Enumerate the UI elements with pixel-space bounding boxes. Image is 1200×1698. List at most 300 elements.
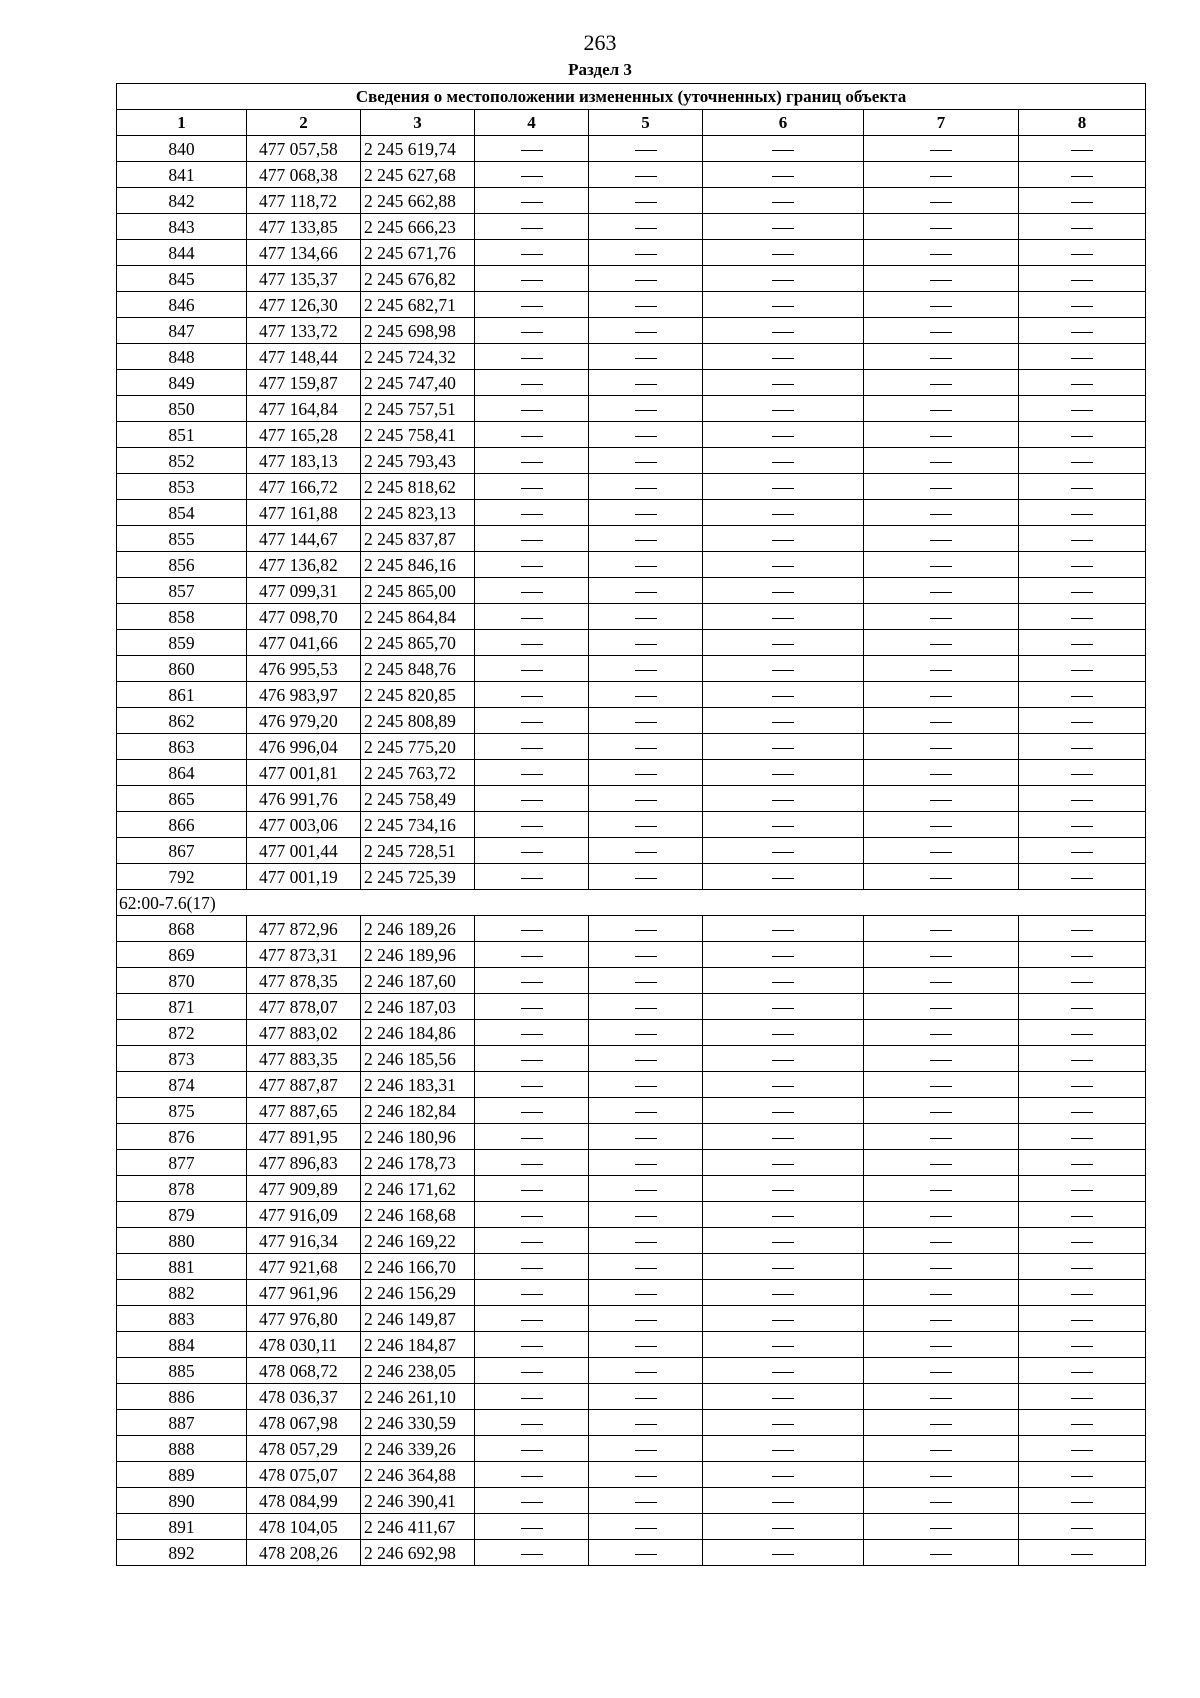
table-row bbox=[117, 500, 1146, 526]
empty-value-cell bbox=[589, 1462, 703, 1488]
dash-mark bbox=[1071, 280, 1093, 281]
dash-mark bbox=[930, 1164, 952, 1165]
dash-mark bbox=[521, 1242, 543, 1243]
y-coordinate-cell: 2 246 189,26 bbox=[361, 916, 475, 942]
y-coordinate-cell: 2 245 682,71 bbox=[361, 292, 475, 318]
table-row bbox=[117, 968, 1146, 994]
empty-value-cell bbox=[703, 1072, 864, 1098]
table-row bbox=[117, 136, 1146, 162]
y-coordinate-cell: 2 245 758,49 bbox=[361, 786, 475, 812]
dash-mark bbox=[1071, 1268, 1093, 1269]
y-coordinate-cell: 2 245 676,82 bbox=[361, 266, 475, 292]
dash-mark bbox=[521, 800, 543, 801]
x-coordinate-cell: 477 144,67 bbox=[247, 526, 361, 552]
dash-mark bbox=[772, 254, 794, 255]
empty-value-cell bbox=[475, 1410, 589, 1436]
empty-value-cell bbox=[1019, 1410, 1146, 1436]
x-coordinate-cell: 477 883,35 bbox=[247, 1046, 361, 1072]
x-coordinate-cell: 476 983,97 bbox=[247, 682, 361, 708]
empty-value-cell bbox=[475, 1358, 589, 1384]
dash-mark bbox=[1071, 618, 1093, 619]
dash-mark bbox=[521, 1112, 543, 1113]
empty-value-cell bbox=[1019, 812, 1146, 838]
empty-value-cell bbox=[864, 994, 1019, 1020]
dash-mark bbox=[521, 1372, 543, 1373]
empty-value-cell bbox=[703, 1306, 864, 1332]
empty-value-cell bbox=[703, 1098, 864, 1124]
empty-value-cell bbox=[475, 1514, 589, 1540]
dash-mark bbox=[521, 280, 543, 281]
dash-mark bbox=[930, 1086, 952, 1087]
dash-mark bbox=[930, 254, 952, 255]
dash-mark bbox=[1071, 1294, 1093, 1295]
dash-mark bbox=[521, 930, 543, 931]
dash-mark bbox=[635, 436, 657, 437]
empty-value-cell bbox=[864, 526, 1019, 552]
dash-mark bbox=[930, 150, 952, 151]
point-number-cell: 871 bbox=[117, 994, 247, 1020]
empty-value-cell bbox=[589, 1150, 703, 1176]
empty-value-cell bbox=[1019, 474, 1146, 500]
dash-mark bbox=[930, 852, 952, 853]
empty-value-cell bbox=[1019, 1124, 1146, 1150]
dash-mark bbox=[930, 332, 952, 333]
dash-mark bbox=[930, 228, 952, 229]
x-coordinate-cell: 477 873,31 bbox=[247, 942, 361, 968]
dash-mark bbox=[521, 462, 543, 463]
empty-value-cell bbox=[1019, 1150, 1146, 1176]
table-row bbox=[117, 1150, 1146, 1176]
dash-mark bbox=[635, 1008, 657, 1009]
dash-mark bbox=[1071, 1242, 1093, 1243]
dash-mark bbox=[635, 1034, 657, 1035]
empty-value-cell bbox=[475, 292, 589, 318]
empty-value-cell bbox=[475, 214, 589, 240]
dash-mark bbox=[635, 514, 657, 515]
dash-mark bbox=[772, 1216, 794, 1217]
empty-value-cell bbox=[589, 344, 703, 370]
empty-value-cell bbox=[589, 1098, 703, 1124]
x-coordinate-cell: 477 909,89 bbox=[247, 1176, 361, 1202]
empty-value-cell bbox=[1019, 1436, 1146, 1462]
empty-value-cell bbox=[703, 422, 864, 448]
empty-value-cell bbox=[1019, 604, 1146, 630]
dash-mark bbox=[772, 930, 794, 931]
empty-value-cell bbox=[475, 1384, 589, 1410]
point-number-cell: 865 bbox=[117, 786, 247, 812]
empty-value-cell bbox=[1019, 708, 1146, 734]
y-coordinate-cell: 2 246 183,31 bbox=[361, 1072, 475, 1098]
empty-value-cell bbox=[1019, 1098, 1146, 1124]
dash-mark bbox=[1071, 384, 1093, 385]
empty-value-cell bbox=[589, 526, 703, 552]
x-coordinate-cell: 478 104,05 bbox=[247, 1514, 361, 1540]
dash-mark bbox=[521, 748, 543, 749]
empty-value-cell bbox=[864, 682, 1019, 708]
dash-mark bbox=[635, 1476, 657, 1477]
dash-mark bbox=[521, 228, 543, 229]
dash-mark bbox=[930, 462, 952, 463]
table-row bbox=[117, 1020, 1146, 1046]
dash-mark bbox=[521, 1346, 543, 1347]
empty-value-cell bbox=[475, 786, 589, 812]
empty-value-cell bbox=[1019, 630, 1146, 656]
empty-value-cell bbox=[589, 812, 703, 838]
empty-value-cell bbox=[589, 1332, 703, 1358]
y-coordinate-cell: 2 246 364,88 bbox=[361, 1462, 475, 1488]
empty-value-cell bbox=[475, 318, 589, 344]
empty-value-cell bbox=[703, 1514, 864, 1540]
column-header: 2 bbox=[247, 110, 361, 136]
dash-mark bbox=[772, 592, 794, 593]
column-header: 8 bbox=[1019, 110, 1146, 136]
dash-mark bbox=[930, 1424, 952, 1425]
table-row bbox=[117, 1280, 1146, 1306]
dash-mark bbox=[635, 566, 657, 567]
point-number-cell: 850 bbox=[117, 396, 247, 422]
empty-value-cell bbox=[1019, 1176, 1146, 1202]
point-number-cell: 892 bbox=[117, 1540, 247, 1566]
dash-mark bbox=[772, 228, 794, 229]
dash-mark bbox=[635, 1216, 657, 1217]
y-coordinate-cell: 2 245 758,41 bbox=[361, 422, 475, 448]
empty-value-cell bbox=[703, 864, 864, 890]
dash-mark bbox=[635, 878, 657, 879]
empty-value-cell bbox=[864, 266, 1019, 292]
dash-mark bbox=[521, 1320, 543, 1321]
dash-mark bbox=[772, 150, 794, 151]
table-row bbox=[117, 1124, 1146, 1150]
x-coordinate-cell: 477 003,06 bbox=[247, 812, 361, 838]
table-row bbox=[117, 682, 1146, 708]
dash-mark bbox=[772, 1060, 794, 1061]
dash-mark bbox=[635, 1346, 657, 1347]
dash-mark bbox=[635, 1112, 657, 1113]
dash-mark bbox=[930, 1268, 952, 1269]
point-number-cell: 879 bbox=[117, 1202, 247, 1228]
dash-mark bbox=[635, 1138, 657, 1139]
dash-mark bbox=[521, 592, 543, 593]
dash-mark bbox=[521, 1138, 543, 1139]
empty-value-cell bbox=[703, 1384, 864, 1410]
empty-value-cell bbox=[703, 188, 864, 214]
empty-value-cell bbox=[864, 318, 1019, 344]
dash-mark bbox=[1071, 1164, 1093, 1165]
empty-value-cell bbox=[475, 1306, 589, 1332]
column-header-row bbox=[117, 110, 1146, 136]
empty-value-cell bbox=[475, 968, 589, 994]
dash-mark bbox=[635, 852, 657, 853]
empty-value-cell bbox=[589, 552, 703, 578]
empty-value-cell bbox=[475, 760, 589, 786]
dash-mark bbox=[521, 358, 543, 359]
empty-value-cell bbox=[475, 1150, 589, 1176]
y-coordinate-cell: 2 245 666,23 bbox=[361, 214, 475, 240]
empty-value-cell bbox=[703, 786, 864, 812]
x-coordinate-cell: 477 118,72 bbox=[247, 188, 361, 214]
dash-mark bbox=[772, 1190, 794, 1191]
empty-value-cell bbox=[589, 396, 703, 422]
empty-value-cell bbox=[475, 1072, 589, 1098]
table-row bbox=[117, 734, 1146, 760]
empty-value-cell bbox=[589, 422, 703, 448]
y-coordinate-cell: 2 245 820,85 bbox=[361, 682, 475, 708]
table-row bbox=[117, 578, 1146, 604]
empty-value-cell bbox=[703, 344, 864, 370]
x-coordinate-cell: 477 001,19 bbox=[247, 864, 361, 890]
dash-mark bbox=[521, 514, 543, 515]
empty-value-cell bbox=[475, 1488, 589, 1514]
dash-mark bbox=[772, 1346, 794, 1347]
empty-value-cell bbox=[703, 1228, 864, 1254]
point-number-cell: 855 bbox=[117, 526, 247, 552]
table-row bbox=[117, 552, 1146, 578]
y-coordinate-cell: 2 245 619,74 bbox=[361, 136, 475, 162]
empty-value-cell bbox=[703, 474, 864, 500]
empty-value-cell bbox=[1019, 1306, 1146, 1332]
empty-value-cell bbox=[864, 292, 1019, 318]
empty-value-cell bbox=[1019, 240, 1146, 266]
dash-mark bbox=[772, 566, 794, 567]
table-row bbox=[117, 474, 1146, 500]
empty-value-cell bbox=[864, 1228, 1019, 1254]
x-coordinate-cell: 478 030,11 bbox=[247, 1332, 361, 1358]
dash-mark bbox=[772, 280, 794, 281]
dash-mark bbox=[1071, 592, 1093, 593]
x-coordinate-cell: 477 878,07 bbox=[247, 994, 361, 1020]
empty-value-cell bbox=[703, 838, 864, 864]
dash-mark bbox=[635, 1294, 657, 1295]
table-row bbox=[117, 1306, 1146, 1332]
empty-value-cell bbox=[475, 630, 589, 656]
dash-mark bbox=[930, 488, 952, 489]
dash-mark bbox=[521, 306, 543, 307]
dash-mark bbox=[930, 1242, 952, 1243]
empty-value-cell bbox=[864, 1098, 1019, 1124]
dash-mark bbox=[635, 358, 657, 359]
empty-value-cell bbox=[703, 968, 864, 994]
empty-value-cell bbox=[864, 1306, 1019, 1332]
empty-value-cell bbox=[864, 370, 1019, 396]
dash-mark bbox=[521, 670, 543, 671]
dash-mark bbox=[930, 1294, 952, 1295]
empty-value-cell bbox=[589, 604, 703, 630]
empty-value-cell bbox=[1019, 188, 1146, 214]
x-coordinate-cell: 477 166,72 bbox=[247, 474, 361, 500]
empty-value-cell bbox=[864, 1462, 1019, 1488]
empty-value-cell bbox=[703, 760, 864, 786]
dash-mark bbox=[1071, 1346, 1093, 1347]
dash-mark bbox=[772, 514, 794, 515]
dash-mark bbox=[521, 644, 543, 645]
empty-value-cell bbox=[864, 942, 1019, 968]
dash-mark bbox=[1071, 254, 1093, 255]
empty-value-cell bbox=[589, 136, 703, 162]
empty-value-cell bbox=[864, 630, 1019, 656]
empty-value-cell bbox=[703, 240, 864, 266]
point-number-cell: 841 bbox=[117, 162, 247, 188]
empty-value-cell bbox=[589, 214, 703, 240]
dash-mark bbox=[930, 410, 952, 411]
table-row bbox=[117, 1358, 1146, 1384]
dash-mark bbox=[930, 1346, 952, 1347]
dash-mark bbox=[772, 202, 794, 203]
dash-mark bbox=[521, 722, 543, 723]
point-number-cell: 876 bbox=[117, 1124, 247, 1150]
empty-value-cell bbox=[703, 526, 864, 552]
empty-value-cell bbox=[703, 994, 864, 1020]
empty-value-cell bbox=[475, 942, 589, 968]
dash-mark bbox=[930, 1138, 952, 1139]
dash-mark bbox=[1071, 410, 1093, 411]
empty-value-cell bbox=[589, 1072, 703, 1098]
empty-value-cell bbox=[1019, 734, 1146, 760]
table-row bbox=[117, 760, 1146, 786]
y-coordinate-cell: 2 246 169,22 bbox=[361, 1228, 475, 1254]
dash-mark bbox=[930, 722, 952, 723]
dash-mark bbox=[521, 254, 543, 255]
dash-mark bbox=[1071, 1190, 1093, 1191]
point-number-cell: 890 bbox=[117, 1488, 247, 1514]
dash-mark bbox=[772, 1008, 794, 1009]
empty-value-cell bbox=[864, 1072, 1019, 1098]
dash-mark bbox=[1071, 1398, 1093, 1399]
table-row bbox=[117, 292, 1146, 318]
dash-mark bbox=[521, 540, 543, 541]
empty-value-cell bbox=[864, 786, 1019, 812]
dash-mark bbox=[521, 410, 543, 411]
table-row bbox=[117, 188, 1146, 214]
y-coordinate-cell: 2 245 846,16 bbox=[361, 552, 475, 578]
empty-value-cell bbox=[703, 1020, 864, 1046]
empty-value-cell bbox=[864, 968, 1019, 994]
dash-mark bbox=[772, 1138, 794, 1139]
point-number-cell: 886 bbox=[117, 1384, 247, 1410]
dash-mark bbox=[521, 1216, 543, 1217]
dash-mark bbox=[772, 1450, 794, 1451]
point-number-cell: 848 bbox=[117, 344, 247, 370]
empty-value-cell bbox=[589, 474, 703, 500]
empty-value-cell bbox=[475, 526, 589, 552]
x-coordinate-cell: 477 891,95 bbox=[247, 1124, 361, 1150]
empty-value-cell bbox=[1019, 1384, 1146, 1410]
empty-value-cell bbox=[864, 1150, 1019, 1176]
table-row bbox=[117, 1488, 1146, 1514]
empty-value-cell bbox=[864, 214, 1019, 240]
empty-value-cell bbox=[1019, 370, 1146, 396]
dash-mark bbox=[635, 462, 657, 463]
empty-value-cell bbox=[864, 708, 1019, 734]
x-coordinate-cell: 477 916,09 bbox=[247, 1202, 361, 1228]
empty-value-cell bbox=[703, 578, 864, 604]
dash-mark bbox=[635, 1424, 657, 1425]
dash-mark bbox=[635, 176, 657, 177]
dash-mark bbox=[772, 1164, 794, 1165]
empty-value-cell bbox=[475, 1332, 589, 1358]
empty-value-cell bbox=[703, 1254, 864, 1280]
dash-mark bbox=[772, 1112, 794, 1113]
empty-value-cell bbox=[864, 1410, 1019, 1436]
empty-value-cell bbox=[589, 786, 703, 812]
table-row bbox=[117, 344, 1146, 370]
table-row bbox=[117, 1410, 1146, 1436]
empty-value-cell bbox=[475, 344, 589, 370]
empty-value-cell bbox=[475, 422, 589, 448]
empty-value-cell bbox=[475, 474, 589, 500]
x-coordinate-cell: 477 896,83 bbox=[247, 1150, 361, 1176]
point-number-cell: 864 bbox=[117, 760, 247, 786]
dash-mark bbox=[521, 1060, 543, 1061]
empty-value-cell bbox=[703, 812, 864, 838]
empty-value-cell bbox=[475, 500, 589, 526]
dash-mark bbox=[772, 852, 794, 853]
dash-mark bbox=[521, 982, 543, 983]
group-row bbox=[117, 890, 1146, 916]
empty-value-cell bbox=[864, 1358, 1019, 1384]
table-row bbox=[117, 916, 1146, 942]
x-coordinate-cell: 476 991,76 bbox=[247, 786, 361, 812]
point-number-cell: 883 bbox=[117, 1306, 247, 1332]
dash-mark bbox=[635, 1554, 657, 1555]
dash-mark bbox=[772, 410, 794, 411]
y-coordinate-cell: 2 246 330,59 bbox=[361, 1410, 475, 1436]
dash-mark bbox=[521, 1476, 543, 1477]
dash-mark bbox=[1071, 1138, 1093, 1139]
dash-mark bbox=[635, 956, 657, 957]
dash-mark bbox=[930, 1372, 952, 1373]
point-number-cell: 870 bbox=[117, 968, 247, 994]
empty-value-cell bbox=[1019, 838, 1146, 864]
dash-mark bbox=[1071, 1554, 1093, 1555]
dash-mark bbox=[1071, 748, 1093, 749]
empty-value-cell bbox=[589, 448, 703, 474]
empty-value-cell bbox=[475, 162, 589, 188]
empty-value-cell bbox=[703, 604, 864, 630]
dash-mark bbox=[1071, 878, 1093, 879]
point-number-cell: 845 bbox=[117, 266, 247, 292]
x-coordinate-cell: 478 067,98 bbox=[247, 1410, 361, 1436]
empty-value-cell bbox=[475, 1046, 589, 1072]
empty-value-cell bbox=[1019, 994, 1146, 1020]
dash-mark bbox=[772, 826, 794, 827]
dash-mark bbox=[772, 1476, 794, 1477]
dash-mark bbox=[1071, 1086, 1093, 1087]
dash-mark bbox=[1071, 644, 1093, 645]
empty-value-cell bbox=[475, 1228, 589, 1254]
y-coordinate-cell: 2 245 728,51 bbox=[361, 838, 475, 864]
dash-mark bbox=[930, 878, 952, 879]
y-coordinate-cell: 2 246 180,96 bbox=[361, 1124, 475, 1150]
empty-value-cell bbox=[589, 266, 703, 292]
dash-mark bbox=[521, 1008, 543, 1009]
empty-value-cell bbox=[475, 916, 589, 942]
empty-value-cell bbox=[703, 1124, 864, 1150]
x-coordinate-cell: 477 148,44 bbox=[247, 344, 361, 370]
dash-mark bbox=[930, 1398, 952, 1399]
empty-value-cell bbox=[703, 396, 864, 422]
empty-value-cell bbox=[1019, 656, 1146, 682]
table-caption-row bbox=[117, 84, 1146, 110]
x-coordinate-cell: 477 916,34 bbox=[247, 1228, 361, 1254]
empty-value-cell bbox=[703, 1462, 864, 1488]
dash-mark bbox=[930, 956, 952, 957]
x-coordinate-cell: 476 996,04 bbox=[247, 734, 361, 760]
dash-mark bbox=[635, 254, 657, 255]
dash-mark bbox=[635, 774, 657, 775]
dash-mark bbox=[1071, 1502, 1093, 1503]
dash-mark bbox=[521, 566, 543, 567]
y-coordinate-cell: 2 246 390,41 bbox=[361, 1488, 475, 1514]
